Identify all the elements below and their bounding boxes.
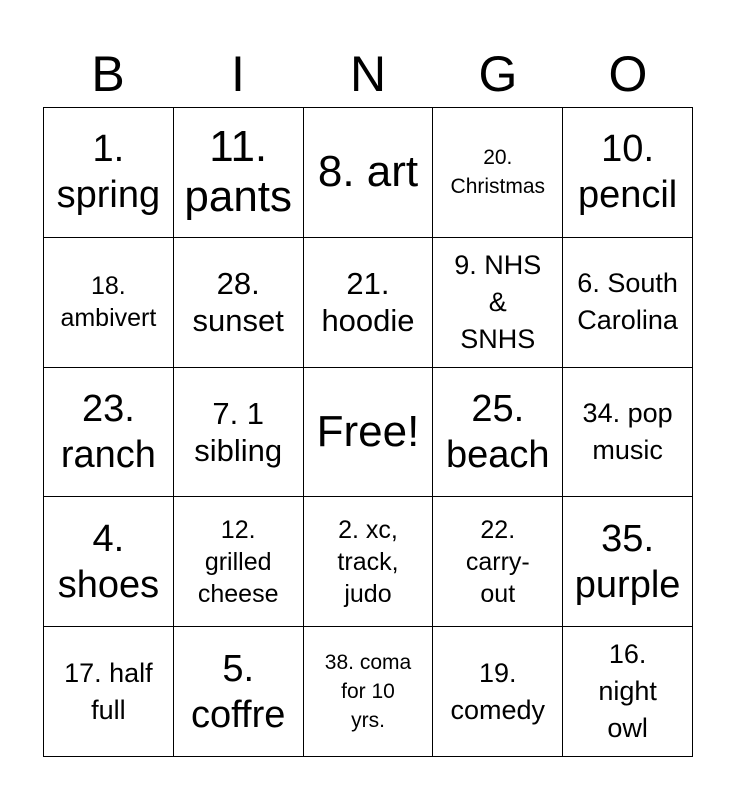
cell-text: 25. beach: [446, 387, 550, 476]
header-letter-o: O: [608, 46, 648, 102]
bingo-cell-r1-c3[interactable]: [304, 108, 434, 238]
header-letter-b: B: [91, 46, 125, 102]
bingo-cell-r2-c5[interactable]: [563, 238, 693, 368]
cell-text: 6. South Carolina: [577, 268, 678, 336]
bingo-cell-r1-c2[interactable]: [174, 108, 304, 238]
cell-text: 10. pencil: [577, 128, 678, 217]
bingo-cell-r5-c4[interactable]: [433, 627, 563, 757]
bingo-cell-r1-c4[interactable]: [433, 108, 563, 238]
cell-text: 19. comedy: [450, 657, 546, 725]
bingo-cell-r5-c2[interactable]: [174, 627, 304, 757]
bingo-cell-r5-c1[interactable]: [44, 627, 174, 757]
cell-text: 34. pop music: [582, 397, 673, 465]
header-letter-n: N: [349, 46, 387, 102]
bingo-cell-r2-c1[interactable]: [44, 238, 174, 368]
bingo-cell-r4-c2[interactable]: [174, 497, 304, 627]
bingo-cell-r3-c5[interactable]: [563, 368, 693, 498]
bingo-cell-r4-c4[interactable]: [433, 497, 563, 627]
bingo-cell-r4-c1[interactable]: [44, 497, 174, 627]
cell-text: 38. coma for 10 yrs.: [324, 651, 412, 733]
cell-text: 35. purple: [574, 517, 681, 606]
cell-text: 21. hoodie: [321, 266, 415, 339]
cell-text: 4. shoes: [57, 517, 160, 606]
cell-text: 28. sunset: [192, 266, 284, 339]
bingo-cell-r1-c1[interactable]: [44, 108, 174, 238]
bingo-cell-r3-c1[interactable]: [44, 368, 174, 498]
bingo-grid: [43, 107, 693, 757]
cell-text: 18. ambivert: [60, 272, 157, 333]
bingo-cell-free[interactable]: [304, 368, 434, 498]
cell-text: 9. NHS & SNHS: [454, 249, 542, 354]
cell-text: 12. grilled cheese: [197, 515, 279, 608]
cell-text: 17. half full: [64, 657, 153, 725]
header-letter-g: G: [478, 46, 518, 102]
bingo-cell-r3-c2[interactable]: [174, 368, 304, 498]
bingo-cell-r2-c2[interactable]: [174, 238, 304, 368]
cell-text: 16. night owl: [598, 639, 657, 744]
bingo-cell-r2-c4[interactable]: [433, 238, 563, 368]
bingo-cell-r5-c5[interactable]: [563, 627, 693, 757]
cell-text: 8. art: [317, 147, 419, 197]
cell-text: 2. xc, track, judo: [337, 515, 399, 608]
cell-text: 5. coffre: [191, 647, 286, 736]
cell-text: 20. Christmas: [450, 146, 546, 199]
free-space-text: Free!: [316, 406, 420, 456]
cell-text: 23. ranch: [60, 387, 156, 476]
cell-text: 1. spring: [56, 128, 161, 217]
cell-text: 22. carry- out: [465, 515, 530, 608]
bingo-header: [43, 40, 693, 108]
bingo-cell-r4-c5[interactable]: [563, 497, 693, 627]
bingo-cell-r1-c5[interactable]: [563, 108, 693, 238]
bingo-cell-r2-c3[interactable]: [304, 238, 434, 368]
header-letter-i: I: [231, 46, 245, 102]
cell-text: 11. pants: [184, 122, 293, 222]
bingo-cell-r4-c3[interactable]: [304, 497, 434, 627]
bingo-cell-r3-c4[interactable]: [433, 368, 563, 498]
cell-text: 7. 1 sibling: [194, 395, 283, 468]
bingo-cell-r5-c3[interactable]: [304, 627, 434, 757]
